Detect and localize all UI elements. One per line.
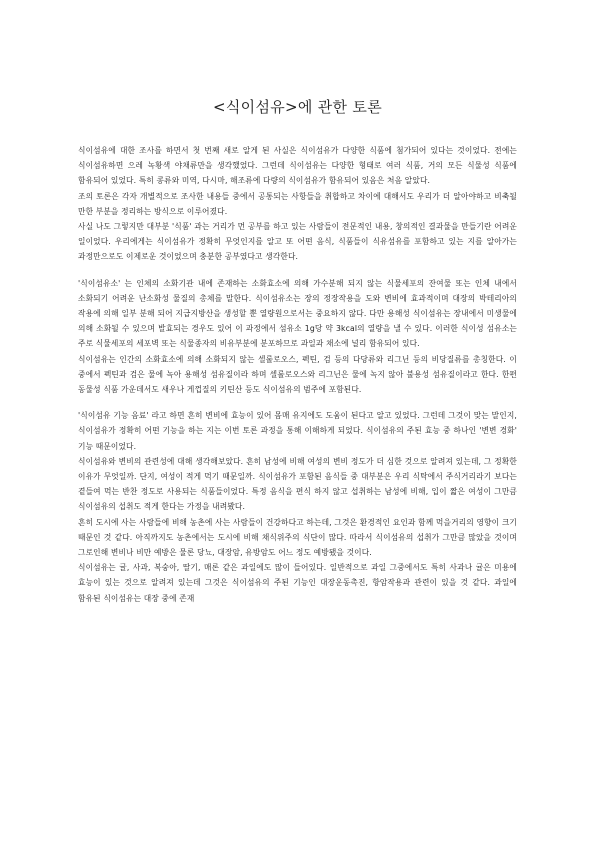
paragraph: 식이섬유에 대한 조사를 하면서 첫 번째 새로 알게 된 사실은 식이섬유가 다양한 식품에 첨가되어 있다는 것이었다. 전에는 식이섬유하면 으레 녹황색 야채류만을 생각했었다. 그런데 식이섬유는 다양한 형태로 여러 식품, 거의 모든 식물성 식품에 함유되어 있었다. 특히 콩류와 미역, 다시마, 해조류에 다량의 식이섬유가 함유되어 있음은 처음 알았다. — [78, 146, 517, 186]
paragraph: '식이섬유 기능 음료' 라고 하면 흔히 변비에 효능이 있어 몸매 유지에도 도움이 된다고 알고 있었다. 그런데 그것이 맞는 말인지, 식이섬유가 정확히 어떤 기능을 하는 지는 이번 토론 과정을 통해 이해하게 되었다. 식이섬유의 주된 효능 중 하나인 '변변 경화' 기능 때문이었다. — [78, 411, 517, 451]
paragraph: 식이섬유와 변비의 관련성에 대해 생각해보았다. 흔히 남성에 비해 여성의 변비 정도가 더 심한 것으로 알려져 있는데, 그 정확한 이유가 무엇일까. 단지, 여성이 적게 먹기 때문일까. 식이섬유가 포함된 음식들 중 대부분은 우리 식탁에서 주식거리라기 보다는 곁들여 먹는 반찬 정도로 사용되는 식품들이었다. 특정 음식을 편식 하지 않고 섭취하는 남성에 비해, 입이 짧은 여성이 그만큼 식이섬유의 섭취도 적게 한다는 가정을 내려봤다. — [78, 456, 517, 512]
paragraph: 사실 나도 그렇지만 대부분 '식품' 과는 거리가 먼 공부를 하고 있는 사람들이 전문적인 내용, 창의적인 결과물을 만들기란 어려운 일이었다. 우리에게는 식이섬유가 정확히 무엇인지를 알고 또 어떤 음식, 식품들이 식유섬유를 포함하고 있는 지를 알아가는 과정만으로도 이제로운 것이었으며 충분한 공부였다고 생각한다. — [78, 222, 517, 262]
paragraph: 식이섬유는 귤, 사과, 복숭아, 딸기, 매론 같은 과일에도 많이 들어있다. 일반적으로 과일 그중에서도 특히 사과나 귤은 미용에 효능이 있는 것으로 알려져 있는데 그것은 식이섬유의 주된 기능인 대장운동촉진, 항암작용과 관련이 있을 것 같다. 과일에 함유된 식이섬유는 대장 중에 존재 — [78, 563, 517, 603]
section-function — [78, 408, 517, 606]
document-title: <식이섬유>에 관한 토론 — [213, 98, 382, 116]
paragraph: 흔히 도시에 사는 사람들에 비해 농촌에 사는 사람들이 건강하다고 하는데, 그것은 환경적인 요인과 함께 먹을거리의 영향이 크기 때문인 것 같다. 아직까지도 농촌에서는 도시에 비해 채식위주의 식단이 많다. 따라서 식이섬유의 섭취가 그만큼 많았을 것이며 그로인해 변비나 비만 예방은 물론 당뇨, 대장암, 유방암도 어느 정도 예방됐을 것이다. — [78, 517, 517, 558]
paragraph: 식이섬유는 인간의 소화효소에 의해 소화되지 않는 셀룰로오스, 펙틴, 검 등의 다당류와 리그닌 등의 비당질류를 총칭한다. 이 중에서 펙틴과 검은 물에 녹아 용해성 섬유질이라 하며 셀룰로오스와 리그닌은 물에 녹지 않아 불용성 섬유질이라고 한다. 한편 동물성 식품 가운데서도 새우나 게껍질의 키틴산 등도 식이섬유의 범주에 포함된다. — [78, 354, 517, 395]
paragraph: 조의 토론은 각자 개별적으로 조사한 내용들 중에서 공통되는 사항들을 취합하고 차이에 대해서도 우리가 더 알아야하고 비축될 만한 부분을 정리하는 방식으로 이루어졌다. — [78, 191, 517, 216]
section-definition — [78, 276, 517, 398]
section-discussion-intro — [78, 143, 517, 265]
paragraph: '식이섬유소' 는 인체의 소화기관 내에 존재하는 소화효소에 의해 가수분해 되지 않는 식물세포의 잔여물 또는 인체 내에서 소화되기 어려운 난소화성 물질의 총체를 말한다. 식이섬유소는 장의 정장작용을 도와 변비에 효과적이며 대장의 박테리아의 작용에 의해 일부 분해 되어 지급지방산을 생성할 뿐 열량원으로서는 중요하지 않다. 다만 용해성 식이섬유는 장내에서 미생물에 의해 소화될 수 있으며 발효되는 경우도 있어 이 과정에서 섬유소 1g당 약 3kcal의 열량을 낼 수 있다. 이러한 식이성 섬유소는 주로 식물세포의 세포벽 또는 식물종자의 비유부분에 분포하므로 과일과 채소에 널리 함유되어 있다. — [78, 278, 517, 349]
